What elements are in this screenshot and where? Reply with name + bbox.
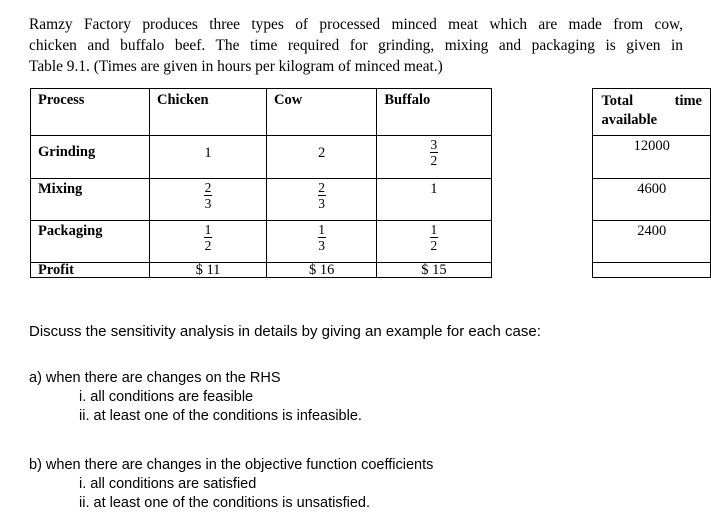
- fraction-numerator: 1: [204, 222, 212, 237]
- cell-packaging-cow: [266, 221, 376, 263]
- part-b: [29, 456, 433, 513]
- header-chicken: Chicken: [150, 89, 267, 136]
- fraction-denominator: 3: [318, 238, 326, 253]
- column-gap: [491, 136, 593, 179]
- fraction: [318, 181, 326, 210]
- part-a: [29, 369, 362, 426]
- time-table: [30, 88, 711, 278]
- part-b-item-1: i. all conditions are satisfied: [79, 476, 257, 492]
- fraction-numerator: 2: [318, 180, 326, 195]
- column-gap: [491, 179, 593, 221]
- header-cow: Cow: [266, 89, 376, 136]
- cell-grinding-cow: 2: [266, 136, 376, 179]
- intro-line-1: Ramzy Factory produces three types of processed minced meat which are made from cow,: [29, 16, 683, 33]
- table-row: [31, 136, 711, 179]
- fraction: [430, 223, 438, 252]
- part-b-item-2: ii. at least one of the conditions is unsatisfied.: [79, 495, 370, 511]
- fraction-numerator: 1: [430, 222, 438, 237]
- header-buffalo: Buffalo: [377, 89, 491, 136]
- part-a-item-1: i. all conditions are feasible: [79, 389, 254, 405]
- part-a-title: a) when there are changes on the RHS: [29, 370, 281, 386]
- table-row: [31, 221, 711, 263]
- cell-profit-chicken: $ 11: [150, 263, 267, 278]
- fraction: [318, 223, 326, 252]
- header-total-time-available: [593, 89, 711, 136]
- table-header-row: [31, 89, 711, 136]
- fraction-denominator: 3: [204, 196, 212, 211]
- intro-line-2: chicken and buffalo beef. The time required for grinding, mixing and packaging is given in: [29, 37, 683, 54]
- column-gap: [491, 221, 593, 263]
- header-available-word: available: [601, 112, 658, 128]
- cell-profit-cow: $ 16: [266, 263, 376, 278]
- part-a-item-2: ii. at least one of the conditions is infeasible.: [79, 408, 362, 424]
- question-prompt: Discuss the sensitivity analysis in details by giving an example for each case:: [29, 323, 541, 340]
- cell-profit-buffalo: $ 15: [377, 263, 491, 278]
- intro-line-3: Table 9.1. (Times are given in hours per kilogram of minced meat.): [29, 58, 443, 75]
- fraction-numerator: 2: [204, 180, 212, 195]
- fraction-denominator: 3: [318, 196, 326, 211]
- fraction: [430, 138, 438, 167]
- cell-profit-total: [593, 263, 711, 278]
- cell-grinding-buffalo: [377, 136, 491, 179]
- cell-packaging-chicken: [150, 221, 267, 263]
- cell-grinding-chicken: 1: [150, 136, 267, 179]
- header-total-word: Total: [601, 93, 634, 109]
- part-b-title: b) when there are changes in the objective function coefficients: [29, 457, 434, 473]
- fraction-numerator: 1: [318, 222, 326, 237]
- header-process: Process: [31, 89, 150, 136]
- column-gap: [491, 89, 593, 136]
- header-time-word: time: [674, 93, 702, 109]
- fraction-denominator: 2: [430, 238, 438, 253]
- row-label-packaging: Packaging: [31, 221, 150, 263]
- row-label-mixing: Mixing: [31, 179, 150, 221]
- row-label-profit: Profit: [31, 263, 150, 278]
- cell-mixing-cow: [266, 179, 376, 221]
- cell-grinding-total: 12000: [593, 136, 711, 179]
- cell-mixing-chicken: [150, 179, 267, 221]
- fraction-numerator: 3: [430, 137, 438, 152]
- cell-packaging-buffalo: [377, 221, 491, 263]
- cell-packaging-total: 2400: [593, 221, 711, 263]
- problem-statement: [29, 14, 683, 77]
- cell-mixing-total: 4600: [593, 179, 711, 221]
- table-row: [31, 179, 711, 221]
- cell-mixing-buffalo: 1: [377, 179, 491, 221]
- fraction-denominator: 2: [430, 153, 438, 168]
- fraction: [204, 223, 212, 252]
- fraction-denominator: 2: [204, 238, 212, 253]
- column-gap: [491, 263, 593, 278]
- row-label-grinding: Grinding: [31, 136, 150, 179]
- table-row: [31, 263, 711, 278]
- fraction: [204, 181, 212, 210]
